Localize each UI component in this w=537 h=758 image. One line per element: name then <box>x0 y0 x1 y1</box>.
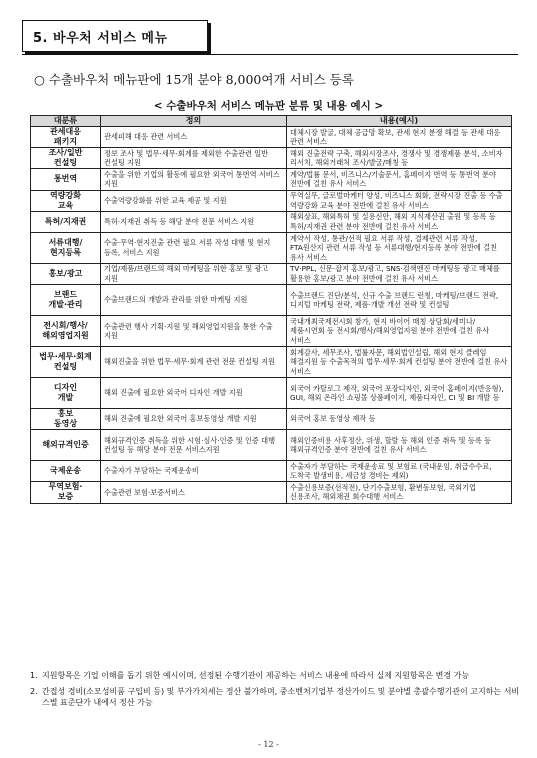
page-number: - 12 - <box>258 740 279 749</box>
row-definition: 수출자가 부담하는 국제운송비 <box>101 461 287 482</box>
row-content: 수출신용보증(선적전), 단기수출보험, 환변동보험, 국외기업 신용조사, 해외채권 회수대행 서비스 <box>287 482 512 503</box>
row-content: 해외인증비용 사후정산, 위생, 할랄 등 해외 인증 취득 및 등록 등 해외규격인증 분야 전반에 걸친 유사 서비스 <box>287 430 512 461</box>
row-definition: 기업/제품/브랜드의 해외 마케팅을 위한 홍보 및 광고 지원 <box>101 263 287 284</box>
row-definition: 해외규격인증 취득을 위한 시험·심사·인증 및 인증 대행 컨설팅 등 해당 분야 전문 서비스지원 <box>101 430 287 461</box>
row-category: 무역보험· 보증 <box>31 482 101 503</box>
footnote-text: 간접성 경비(소모성비품 구입비 등) 및 부가가치세는 정산 불가하며, 중소벤처기업부 정산가이드 및 분야별 총괄수행기관이 고지하는 서비스별 표준단가 내에서 정산 가능 <box>42 686 520 707</box>
row-content: 외국어 홍보 동영상 제작 등 <box>287 409 512 430</box>
header-category: 대분류 <box>31 116 101 127</box>
voucher-menu-table <box>30 115 512 504</box>
row-content: 해외 진출전략 구축, 해외시장조사, 경쟁사 및 경쟁제품 분석, 소비자 리서치, 해외거래처 조사/발굴/매칭 등 <box>287 148 512 169</box>
row-category: 전시회/행사/ 해외영업지원 <box>31 316 101 347</box>
row-category: 디자인 개발 <box>31 378 101 409</box>
row-definition: 해외 진출에 필요한 외국어 홍보동영상 개발 지원 <box>101 409 287 430</box>
section-title: 5. 바우처 서비스 메뉴 <box>33 31 168 46</box>
header-content: 내용(예시) <box>287 116 512 127</box>
row-definition: 정보 조사 및 법무·세무·회계를 제외한 수출관련 일반 컨설팅 지원 <box>101 148 287 169</box>
footnote-number: 2. <box>30 686 38 696</box>
row-definition: 수출관련 보험·보증서비스 <box>101 482 287 503</box>
table-title: < 수출바우처 서비스 메뉴판 분류 및 내용 예시 > <box>153 100 384 112</box>
table-header-row <box>31 116 512 127</box>
section-divider <box>22 54 518 55</box>
row-definition: 해외진출을 위한 법무·세무·회계 관련 전문 컨설팅 지원 <box>101 347 287 378</box>
table-row <box>31 347 512 378</box>
table-row <box>31 409 512 430</box>
row-definition: 해외 진출에 필요한 외국어 디자인 개발 지원 <box>101 378 287 409</box>
table-row <box>31 148 512 169</box>
row-content: 국내개최국제전시회 참가, 현지 바이어 매칭 상담회/세미나/제품시연회 등 전시회/행사/해외영업지원 분야 전반에 걸친 유사 서비스 <box>287 316 512 347</box>
row-definition: 수출·무역·현지진출 관련 필요 서류 작성 대행 및 현지 등록, 서비스 지원 <box>101 232 287 263</box>
row-content: 대체시장 발굴, 대체 공급망 확보, 관세 현지 분쟁 해결 등 관세 대응 관련 서비스 <box>287 127 512 148</box>
row-content: 수출자가 부담하는 국제운송료 및 보험료 (국내운임, 취급수수료, 도착국 발생비용, 세금성 경비는 제외) <box>287 461 512 482</box>
row-category: 법무·세무·회계 컨설팅 <box>31 347 101 378</box>
section-header-box <box>22 20 208 52</box>
row-content: 해외상표, 해외특허 및 실용신안, 해외 지식재산권 출원 및 등록 등 특허/지재권 관련 분야 전반에 걸친 유사 서비스 <box>287 211 512 232</box>
row-category: 역량강화 교육 <box>31 190 101 211</box>
row-category: 특허/지재권 <box>31 211 101 232</box>
table-row <box>31 169 512 190</box>
row-definition: 특허·지재권 취득 등 해당 분야 전문 서비스 지원 <box>101 211 287 232</box>
table-row <box>31 263 512 284</box>
table-row <box>31 190 512 211</box>
header-definition: 정의 <box>101 116 287 127</box>
row-content: 무역실무, 글로벌마케터 양성, 비즈니스 회화, 전략시장 진출 등 수출 역량강화 교육 분야 전반에 걸친 유사 서비스 <box>287 190 512 211</box>
row-category: 국제운송 <box>31 461 101 482</box>
footnotes <box>30 670 520 713</box>
row-content: 회계감사, 세무조사, 법률자문, 해외법인설립, 해외 현지 클레임 해결지원 등 수출목적의 법무·세무·회계 컨설팅 분야 전반에 걸친 유사 서비스 <box>287 347 512 378</box>
row-content: 수출브랜드 진단/분석, 신규 수출 브랜드 런칭, 마케팅/브랜드 전략, 디지털 마케팅 전략, 제품·개발 개선 전략 및 컨설팅 <box>287 285 512 316</box>
table-row <box>31 378 512 409</box>
row-category: 서류대행/ 현지등록 <box>31 232 101 263</box>
table-row <box>31 430 512 461</box>
row-definition: 수출관련 행사 기획·지원 및 해외영업지원을 통한 수출 지원 <box>101 316 287 347</box>
intro-bullet: ○ 수출바우처 메뉴판에 15개 분야 8,000여개 서비스 등록 <box>34 72 354 87</box>
row-category: 관세대응 패키지 <box>31 127 101 148</box>
row-definition: 수출브랜드의 개발과 관리를 위한 마케팅 지원 <box>101 285 287 316</box>
row-content: TV·PPL, 신문·잡지 홍보/광고, SNS·검색엔진 마케팅등 광고 매체를 활용한 홍보/광고 분야 전반에 걸친 유사 서비스 <box>287 263 512 284</box>
footnote <box>30 686 520 709</box>
row-content: 외국어 카탈로그 제작, 외국어 포장디자인, 외국어 홈페이지(반응형), GUI, 해외 온라인 쇼핑몰 상품페이지, 제품디자인, CI 및 BI 개발 등 <box>287 378 512 409</box>
row-category: 통번역 <box>31 169 101 190</box>
row-definition: 수출역량강화를 위한 교육 제공 및 지원 <box>101 190 287 211</box>
footnote <box>30 670 520 682</box>
row-category: 홍보/광고 <box>31 263 101 284</box>
table-row <box>31 461 512 482</box>
table-row <box>31 316 512 347</box>
row-category: 조사/일반 컨설팅 <box>31 148 101 169</box>
footnote-number: 1. <box>30 671 38 680</box>
table-row <box>31 232 512 263</box>
row-category: 홍보 동영상 <box>31 409 101 430</box>
table-row <box>31 127 512 148</box>
row-content: 계약서 작성, 통관/선적 필요 서류 작성, 결제관련 서류 작성, FTA원산지 관련 서류 작성 등 서류대행/현지등록 분야 전반에 걸친 유사 서비스 <box>287 232 512 263</box>
row-definition: 관세피해 대응 관련 서비스 <box>101 127 287 148</box>
table-row <box>31 482 512 503</box>
row-content: 계약/법률 문서, 비즈니스/기술문서, 홈페이지 번역 등 통번역 분야 전반에 걸친 유사 서비스 <box>287 169 512 190</box>
table-row <box>31 285 512 316</box>
row-definition: 수출을 위한 기업의 활동에 필요한 외국어 통번역 서비스 지원 <box>101 169 287 190</box>
table-row <box>31 211 512 232</box>
row-category: 해외규격인증 <box>31 430 101 461</box>
footnote-text: 지원항목은 기업 이해를 돕기 위한 예시이며, 선정된 수행기관이 제공하는 서비스 내용에 따라서 실제 지원항목은 변경 가능 <box>42 671 470 680</box>
row-category: 브랜드 개발·관리 <box>31 285 101 316</box>
